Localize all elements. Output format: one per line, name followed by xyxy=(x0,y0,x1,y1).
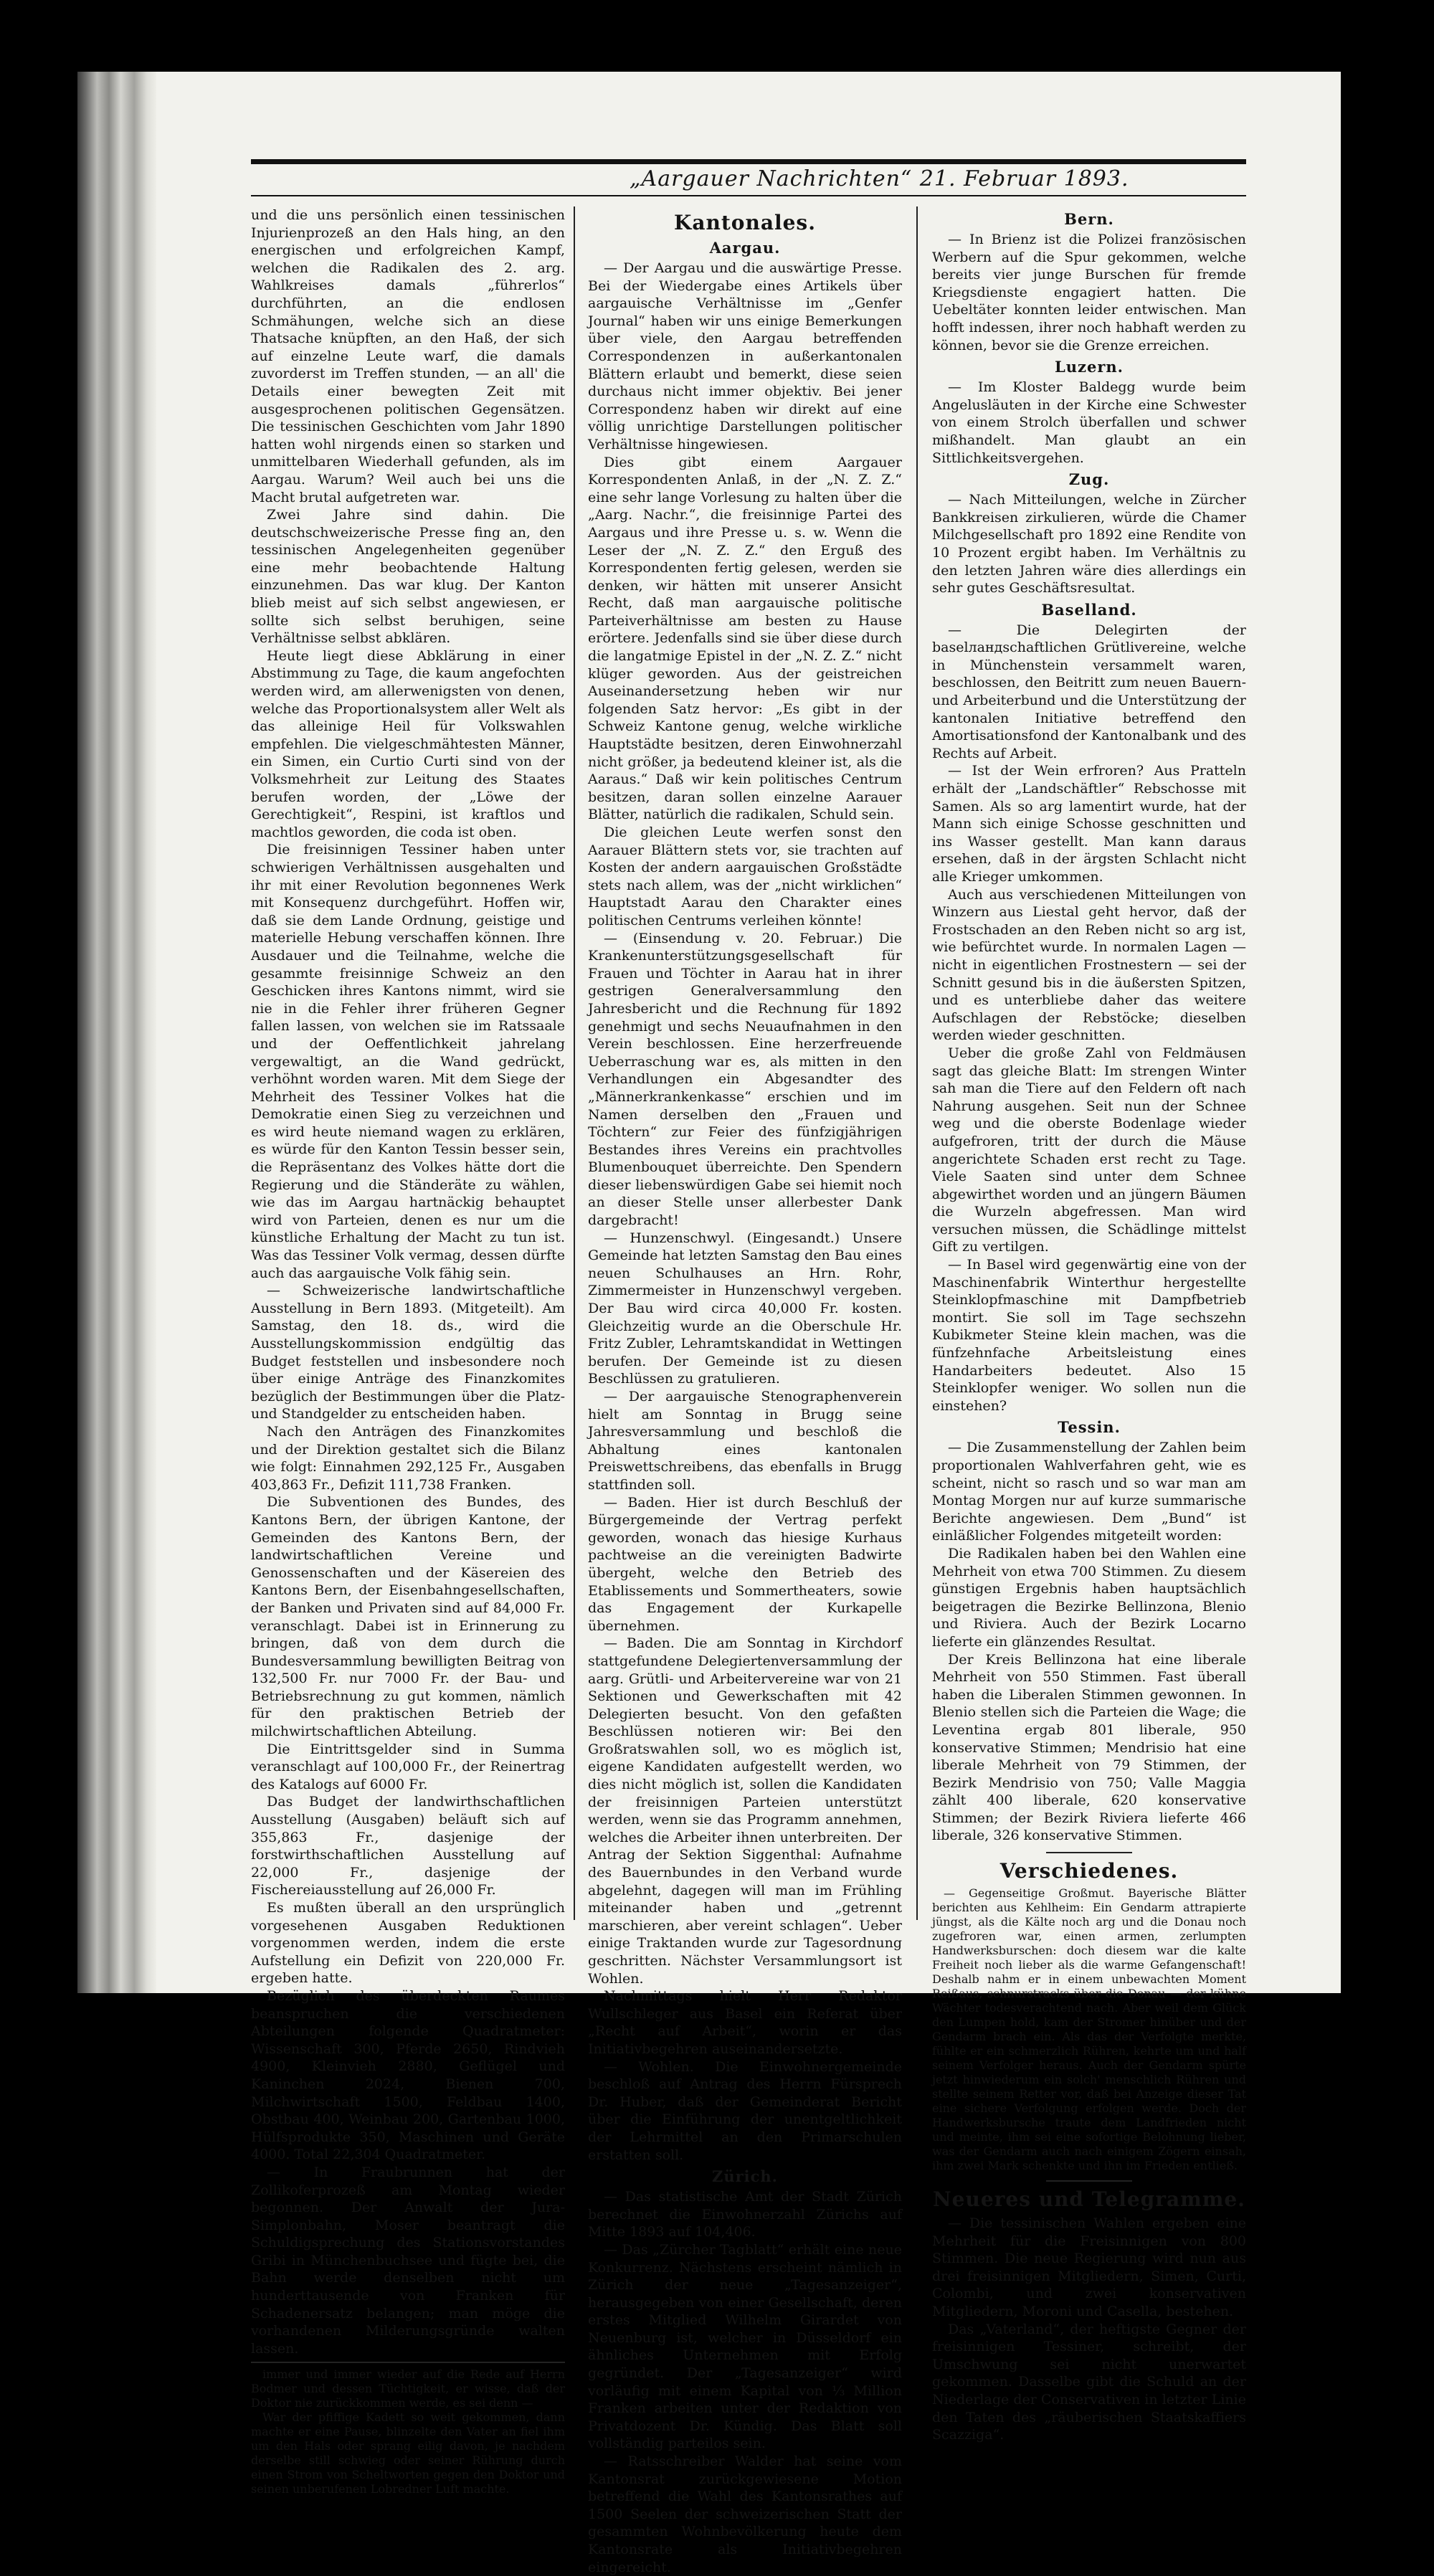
aargau-articles xyxy=(588,260,902,2164)
subheading-tessin: Tessin. xyxy=(1058,1418,1121,1437)
section-divider xyxy=(1046,1852,1132,1853)
article-paragraph: — Nach Mitteilungen, welche in Zürcher Bankkreisen zirkulieren, würde die Chamer Milchgesellschaft pro 1892 eine Rendite von 10 Prozent ergibt haben. Im Verhältnis zu den letzten Jahren wäre dies allerdings ein sehr gutes Geschäftsresultat. xyxy=(932,492,1246,597)
article-paragraph: — Das statistische Amt der Stadt Zürich berechnet die Einwohnerzahl Zürichs auf Mitte 1893 auf 104,406. xyxy=(588,2189,902,2240)
article-paragraph: Nach den Anträgen des Finanzkomites und der Direktion gestaltet sich die Bilanz wie folgt: Einnahmen 292,125 Fr., Ausgaben 403,863 Fr., Defizit 111,738 Franken. xyxy=(251,1423,565,1493)
section-heading-kantonales: Kantonales. xyxy=(674,211,816,234)
tessin-articles xyxy=(932,1439,1246,1845)
article-paragraph: — Die tessinischen Wahlen ergeben eine Mehrheit für die Freisinnigen von 800 Stimmen. Die neue Regierung wird nun aus drei freisinnigen Mitgliedern, Simen, Curti, Colombi, und zwei konservativen Mitgliedern, Moroni und Casella, bestehen. xyxy=(932,2215,1246,2320)
article-paragraph: immer und immer wieder auf die Rede auf Herrn Bodmer und dessen Tüchtigkeit, er wisse, daß der Doktor nie zurückkommen werde, es sei denn — xyxy=(251,2367,565,2410)
column-1 xyxy=(251,206,565,2496)
article-paragraph: — In Brienz ist die Polizei französischen Werbern auf die Spur gekommen, welche bereits vier junge Burschen für fremde Kriegsdienste engagiert hatten. Die Uebeltäter konnten leider entwischen. Man hofft indessen, ihrer noch habhaft werden zu können, bevor sie die Grenze erreichen. xyxy=(932,232,1246,353)
article-paragraph: — Schweizerische landwirtschaftliche Ausstellung in Bern 1893. (Mitgeteilt). Am Samstag, den 18. ds., wird die Ausstellungskommission endgültig das Budget feststellen und insbesondere noch über einige Anträge des Finanzkomites bezüglich der Bestimmungen über die Platz- und Standgelder zu entscheiden haben. xyxy=(251,1283,565,1422)
article-paragraph: — Wohlen. Die Einwohnergemeinde beschloß auf Antrag des Herrn Fürsprech Dr. Huber, daß der Gemeinderat Bericht über die Einführung der unentgeltlichkeit der Lehrmittel an den Primarschulen erstatten soll. xyxy=(588,2058,902,2163)
article-paragraph: — Baden. Hier ist durch Beschluß der Bürgergemeinde der Vertrag perfekt geworden, wonach das hiesige Kurhaus pachtweise an die vereinigten Badwirte übergeht, welche den Betrieb des Etablissements und Sommertheaters, sowie das Engagement der Kurkapelle übernehmen. xyxy=(588,1494,902,1634)
column-2 xyxy=(588,206,902,2576)
article-paragraph: — Ratsschreiber Walder hat seine vom Kantonsrat zurückgewiesene Motion betreffend die Wahl des Kantonsrathes auf 1500 Seelen der schweizerischen Statt der gesammten Wohnbevölkerung heute dem Kantonsrate als Initiativbegehren eingereicht. xyxy=(588,2453,902,2575)
newspaper-page xyxy=(156,72,1341,2575)
subheading-zug: Zug. xyxy=(1068,470,1110,489)
article-paragraph: — In Basel wird gegenwärtig eine von der Maschinenfabrik Winterthur hergestellte Steinklopfmaschine mit Dampfbetrieb montirt. Sie soll im Tage sechszehn Kubikmeter Steine klein machen, was die fünfzehnfache Arbeitsleistung eines Handarbeiters bedeutet. Also 15 Steinklopfer weniger. Wo sollen nun die einstehen? xyxy=(932,1257,1246,1414)
article-paragraph: Die freisinnigen Tessiner haben unter schwierigen Verhältnissen ausgehalten und ihr mit einer Revolution begonnenes Werk mit Konsequenz durchgeführt. Hoffen wir, daß sie dem Lande Ordnung, geistige und materielle Hebung verschaffen können. Ihre Ausdauer und die Teilnahme, welche die gesammte freisinnige Schweiz an den Geschicken ihres Kantons nimmt, wird sie nie in die Fehler ihrer früheren Gegner fallen lassen, von welchen sie im Ratssaale und der Oeffentlichkeit jahrelang vergewaltigt, an die Wand gedrückt, verhöhnt worden waren. Mit dem Siege der Mehrheit des Tessiner Volkes hat die Demokratie einen Sieg zu verzeichnen und es wird heute niemand wagen zu erklären, es würde für den Kanton Tessin besser sein, die Repräsentanz des Volkes hätte dort die Regierung und die Ständeräte zu wählen, wie das im Aargau hartnäckig behauptet wird von Parteien, denen es nur um die künstliche Erhaltung der Macht zu tun ist. Was das Tessiner Volk vermag, dessen dürfte auch das aargauische Volk fähig sein. xyxy=(251,842,565,1281)
article-paragraph: Die gleichen Leute werfen sonst den Aarauer Blättern stets vor, sie trachten auf Kosten der andern aargauischen Großstädte stets nach allem, was der „nicht wirklichen“ Hauptstadt Aarau den Charakter eines politischen Centrums verleihen könnte! xyxy=(588,824,902,928)
article-paragraph: Bezüglich des überdeckten Raumes beanspruchen die verschiedenen Abteilungen folgende Quadratmeter: Wissenschaft 300, Pferde 2650, Rindvieh 4900, Kleinvieh 2880, Geflügel und Kaninchen 2024, Bienen 700, Milchwirtschaft 1500, Feldbau 1400, Obstbau 400, Weinbau 200, Gartenbau 1000, Hülfsprodukte 350, Maschinen und Geräte 4000. Total 22,304 Quadratmeter. xyxy=(251,1987,565,2163)
article-paragraph: Die Subventionen des Bundes, des Kantons Bern, der übrigen Kantone, der Gemeinden des Kantons Bern, der landwirtschaftlichen Vereine und Genossenschaften und der Käsereien des Kantons Bern, der Eisenbahngesellschaften, der Banken und Privaten sind auf 84,000 Fr. veranschlagt. Dabei ist in Erinnerung zu bringen, daß von dem durch die Bundesversammlung bewilligten Beitrag von 132,500 Fr. nur 7000 Fr. der Bau- und Betriebsrechnung zu gut kommen, nämlich für den praktischen Betrieb der milchwirtschaftlichen Abteilung. xyxy=(251,1494,565,1740)
article-paragraph: Die Radikalen haben bei den Wahlen eine Mehrheit von etwa 700 Stimmen. Zu diesem günstigen Ergebnis haben hauptsächlich beigetragen die Bezirke Bellinzona, Blenio und Riviera. Auch der Bezirk Locarno lieferte ein glänzendes Resultat. xyxy=(932,1545,1246,1650)
masthead-bottom-rule xyxy=(251,195,1246,196)
article-paragraph: — In Fraubrunnen hat der Zollikoferprozeß am Montag wieder begonnen. Der Anwalt der Jura-Simplonbahn, Moser beantragt die Schuldigsprechung des Stationsvorstandes Gribi in Münchenbuchsee und fügte bei, die Bahn werde denselben nicht um hunderttausende von Franken für Schadenersatz belangen; man möge die vorhandenen Milderungsgründe walten lassen. xyxy=(251,2164,565,2357)
section-heading-neueres: Neueres und Telegramme. xyxy=(933,2187,1245,2212)
article-paragraph: — Die Delegirten der baselландschaftlichen Grütlivereine, welche in Münchenstein versammelt waren, beschlossen, den Beitritt zum neuen Bauern- und Arbeiterbund und die Unterstützung der kantonalen Initiative betreffend den Amortisationsfond der Kantonalbank und des Rechts auf Arbeit. xyxy=(932,622,1246,761)
article-paragraph: — Baden. Die am Sonntag in Kirchdorf stattgefundene Delegiertenversammlung der aarg. Grütli- und Arbeitervereine war von 21 Sektionen und Gewerkschaften mit 42 Delegierten besucht. Von den gefaßten Beschlüssen notieren wir: Bei den Großratswahlen soll, wo es möglich ist, eigene Kandidaten aufgestellt werden, wo dies nicht möglich ist, sollen die Kandidaten der freisinnigen Parteien unterstützt werden, wenn sie das Programm annehmen, welches die Arbeiter ihnen unterbreiten. Der Antrag der Sektion Siggenthal: Aufnahme des Bauernbundes in den Verband wurde abgelehnt, dagegen will man im Frühling miteinander haben und „getrennt marschieren, aber vereint schlagen“. Ueber einige Traktanden wurde zur Tagesordnung geschritten. Nächster Versammlungsort ist Wohlen. xyxy=(588,1635,902,1987)
article-paragraph: Das „Vaterland“, der heftigste Gegner der freisinnigen Tessiner, schreibt, der Umschwung sei nicht unerwartet gekommen. Dasselbe gibt die Schuld an der Niederlage der Conservativen in letzter Linie den Taten des „räuberischen Staatskaffiers Scazziga“. xyxy=(932,2321,1246,2443)
article-paragraph: — Der Aargau und die auswärtige Presse. Bei der Wiedergabe eines Artikels über aargauische Verhältnisse im „Genfer Journal“ haben wir uns einige Bemerkungen über viele, den Aargau betreffenden Correspondenzen in außerkantonalen Blättern erlaubt und bemerkt, diese seien durchaus nicht immer objektiv. Bei jener Correspondenz haben wir direkt auf eine völlig unrichtige Darstellungen politischer Verhältnisse hingewiesen. xyxy=(588,260,902,452)
article-paragraph: War der pfiffige Kadett so weit gekommen, dann machte er eine Pause, blinzelte den Vater an fiel ihm um den Hals oder sprang eilig davon, je nachdem derselbe still schwieg oder seiner Rührung durch einen Strom von Scheltworten gegen den Doktor und seinen unberufenen Lobredner Luft machte. xyxy=(251,2410,565,2496)
article-paragraph: — (Einsendung v. 20. Februar.) Die Krankenunterstützungsgesellschaft für Frauen und Töchter in Aarau hat in ihrer gestrigen Generalversammlung den Jahresbericht und die Rechnung für 1892 genehmigt und sechs Neuaufnahmen in den Verein beschlossen. Eine herzerfreuende Ueberraschung war es, als mitten in den Verhandlungen ein Abgesandter des „Männerkrankenkasse“ erschien und im Namen derselben den „Frauen und Töchtern“ zur Feier des fünfzigjährigen Bestandes ihres Vereins ein prachtvolles Blumenbouquet überreichte. Den Spendern dieser liebenswürdigen Gabe sei hiemit noch an dieser Stelle unser allerbester Dank dargebracht! xyxy=(588,930,902,1229)
masthead-title: „Aargauer Nachrichten“ 21. Februar 1893. xyxy=(630,166,1129,191)
section-heading-verschiedenes: Verschiedenes. xyxy=(999,1859,1179,1883)
article-paragraph: — Ist der Wein erfroren? Aus Pratteln erhält der „Landschäftler“ Rebschosse mit Samen. Als so arg lamentirt wurde, hat der Mann sich einige Schosse geschnitten und ins Wasser gestellt. Man kann daraus ersehen, daß in der ärgsten Schlacht nicht alle Krieger umkommen. xyxy=(932,763,1246,885)
article-paragraph: — Das „Zürcher Tagblatt“ erhält eine neue Konkurrenz. Nächstens erscheint nämlich in Zürich der neue „Tagesanzeiger“, herausgegeben von einer Gesellschaft, deren erstes Mitglied Wilhelm Girardet von Neuenburg ist, welcher in Düsseldorf ein ähnliches Unternehmen mit Erfolg gegründet. Der „Tagesanzeiger“ wird vorläufig mit einem Kapital von ⅓ Million Franken arbeiten unter der Redaktion von Privatdozent Dr. Kündig. Das Blatt soll vollständig parteilos sein. xyxy=(588,2241,902,2452)
article-paragraph: Ueber die große Zahl von Feldmäusen sagt das gleiche Blatt: Im strengen Winter sah man die Tiere auf den Feldern oft nach Nahrung ausgehen. Seit nun der Schnee weg und die oberste Bodenlage wieder aufgefroren, tritt der durch die Mäuse angerichtete Schaden erst recht zu Tage. Viele Saaten sind unter dem Schnee abgewirthet worden und an jüngern Bäumen die Wurzeln abgefressen. Man wird versuchen müssen, die Schädlinge mittelst Gift zu vertilgen. xyxy=(932,1045,1246,1255)
article-paragraph: Auch aus verschiedenen Mitteilungen von Winzern aus Liestal geht hervor, daß der Frostschaden an den Reben nicht so arg ist, wie befürchtet wurde. In normalen Lagen — nicht in eigentlichen Frostnestern — sei der Schnitt gesund bis in die äußersten Spitzen, und es unterbliebe daher das weitere Aufschlagen der Rebstöcke; dieselben werden wieder geschnitten. xyxy=(932,886,1246,1044)
article-paragraph: Nachmittags hielt Herr Redaktor Wullschleger aus Basel ein Referat über „Recht auf Arbeit“, worin er das Initiativbegehren auseinandersetzte. xyxy=(588,1988,902,2057)
article-paragraph: — Die Zusammenstellung der Zahlen beim proportionalen Wahlverfahren geht, wie es scheint, nicht so rasch und so war man am Montag Morgen nur auf kurze summarische Berichte angewiesen. Dem „Bund“ ist einläßlicher Folgendes mitgeteilt worden: xyxy=(932,1440,1246,1544)
subheading-aargau: Aargau. xyxy=(709,239,781,257)
masthead-top-rule xyxy=(251,159,1246,164)
book-binding-edge xyxy=(77,72,156,1993)
column-3 xyxy=(932,206,1246,2444)
luzern-articles xyxy=(932,379,1246,467)
footnote-rule xyxy=(251,2362,565,2363)
article-paragraph: — Der aargauische Stenographenverein hielt am Sonntag in Brugg seine Jahresversammlung und beschloß die Abhaltung eines kantonalen Preiswettschreibens, das ebenfalls in Brugg stattfinden soll. xyxy=(588,1389,902,1493)
article-paragraph: Heute liegt diese Abklärung in einer Abstimmung zu Tage, die kaum angefochten werden wird, am allerwenigsten von denen, welche das Proportionalsystem aller Welt als das alleinige Heil für Volkswahlen empfehlen. Die vielgeschmähtesten Männer, ein Simen, ein Curtio Curti sind von der Volksmehrheit zur Leitung des Staates berufen worden, der „Löwe der Gerechtigkeit“, Respini, ist kraftlos und machtlos geworden, die coda ist oben. xyxy=(251,647,565,840)
subheading-zuerich: Zürich. xyxy=(711,2167,778,2186)
subheading-baselland: Baselland. xyxy=(1041,600,1137,619)
section-divider-2 xyxy=(1046,2180,1132,2182)
column-divider-2 xyxy=(916,206,918,1920)
verschiedenes-articles xyxy=(932,1886,1246,2173)
zuerich-articles xyxy=(588,2188,902,2576)
neueres-articles xyxy=(932,2215,1246,2444)
article-paragraph: und die uns persönlich einen tessinischen Injurienprozeß an den Hals hing, an den energischen und erfolgreichen Kampf, welchen die Radikalen des 2. arg. Wahlkreises damals „führerlos“ durchführten, an die endlosen Schmähungen, welche sich an diese Thatsache knüpften, an den Haß, der sich auf einzelne Leute warf, die damals zuvorderst im Treffen stunden, — an all' die Details einer bewegten Zeit mit ausgesprochenen politischen Gegensätzen. Die tessinischen Geschichten vom Jahr 1890 hatten wohl nirgends einen so starken und unmittelbaren Wiederhall gefunden, als im Aargau. Warum? Weil auch bei uns die Macht brutal aufgetreten war. xyxy=(251,207,565,505)
article-paragraph: — Gegenseitige Großmut. Bayerische Blätter berichten aus Kehlheim: Ein Gendarm attrapierte jüngst, als die Kälte noch arg und die Donau noch zugefroren war, einen armen, zerlumpten Handwerksburschen: doch diesem war die kalte Freiheit noch lieber als die warme Gefangenschaft! Deshalb nahm er in einem unbewachten Moment Reißaus, schnurstracks über die Donau — der kühne Wächter todesverachtend nach. Aber weil dem Glück den Lumpen hold, kam der Stromer hinüber und der Gendarm brach ein. Als das der Verfolgte merkte, fühlte er ein schmerzlich Rühren, kehrte um und half seinem Verfolger heraus. Auch der Gendarm spürte jetzt hinwiederum ein solch' menschlich Rühren und stellte seinem Retter vor, daß bei Anzeige dieser Tat eine sichere Verfolgung erfolgen werde. Doch der Handwerksbursche traute dem Landfrieden nicht und meinte, ihm sei eine sofortige Belohnung lieber, was der Gendarm auch nach einigem Zögern einsah, ihm zwei Mark schenkte und ihn im Frieden entließ. xyxy=(932,1886,1246,2173)
article-paragraph: Dies gibt einem Aargauer Korrespondenten Anlaß, in der „N. Z. Z.“ eine sehr lange Vorlesung zu halten über die „Aarg. Nachr.“, die freisinnige Partei des Aargaus und ihre Presse u. s. w. Wenn die Leser der „N. Z. Z.“ den Erguß des Korrespondenten fertig gelesen, werden sie denken, wir hätten mit unserer Ansicht Recht, daß man aargauische politische Parteiverhältnisse am besten zu Hause erörtere. Jedenfalls sind sie über diese durch die langatmige Epistel in der „N. Z. Z.“ nicht klüger geworden. Aus der geistreichen Auseinandersetzung heben wir nur folgenden Satz hervor: „Es gibt in der Schweiz Kantone genug, welche wirkliche Hauptstädte besitzen, deren Einwohnerzahl nicht größer, ja bedeutend kleiner ist, als die Aaraus.“ Daß wir kein politisches Centrum besitzen, daran sollen einzelne Aarauer Blätter, natürlich die radikalen, Schuld sein. xyxy=(588,454,902,823)
column-1-articles xyxy=(251,206,565,2357)
baselland-articles xyxy=(932,622,1246,1415)
bern-articles xyxy=(932,231,1246,354)
article-paragraph: Das Budget der landwirthschaftlichen Ausstellung (Ausgaben) beläuft sich auf 355,863 Fr., dasjenige der forstwirthschaftlichen Ausstellung auf 22,000 Fr., dasjenige der Fischereiausstellung auf 26,000 Fr. xyxy=(251,1794,565,1898)
article-paragraph: Zwei Jahre sind dahin. Die deutschschweizerische Presse fing an, den tessinischen Angelegenheiten gegenüber eine mehr beobachtende Haltung einzunehmen. Das war klug. Der Kanton blieb meist auf sich selbst angewiesen, er sollte sich selbst beruhigen, seine Verhältnisse selbst abklären. xyxy=(251,507,565,647)
subheading-luzern: Luzern. xyxy=(1055,358,1124,376)
article-paragraph: Der Kreis Bellinzona hat eine liberale Mehrheit von 550 Stimmen. Fast überall haben die Liberalen Stimmen gewonnen. In Blenio stellen sich die Parteien die Wage; die Leventina ergab 801 liberale, 950 konservative Stimmen; Mendrisio hat eine liberale Mehrheit von 79 Stimmen, der Bezirk Mendrisio von 750; Valle Maggia zählt 400 liberale, 620 konservative Stimmen; der Bezirk Riviera lieferte 466 liberale, 326 konservative Stimmen. xyxy=(932,1651,1246,1844)
article-paragraph: — Im Kloster Baldegg wurde beim Angelusläuten in der Kirche eine Schwester von einem Strolch überfallen und schwer mißhandelt. Man glaubt an ein Sittlichkeitsvergehen. xyxy=(932,379,1246,466)
article-paragraph: Die Eintrittsgelder sind in Summa veranschlagt auf 100,000 Fr., der Reinertrag des Katalogs auf 6000 Fr. xyxy=(251,1741,565,1792)
article-paragraph: — Hunzenschwyl. (Eingesandt.) Unsere Gemeinde hat letzten Samstag den Bau eines neuen Schulhauses an Hrn. Rohr, Zimmermeister in Hunzenschwyl vergeben. Der Bau wird circa 40,000 Fr. kosten. Gleichzeitig wurde an die Oberschule Hr. Fritz Zubler, Lehramtskandidat in Wettingen berufen. Der Gemeinde ist zu diesen Beschlüssen zu gratulieren. xyxy=(588,1230,902,1387)
zug-articles xyxy=(932,491,1246,597)
subheading-bern: Bern. xyxy=(1064,210,1114,228)
article-paragraph: Es mußten überall an den ursprünglich vorgesehenen Ausgaben Reduktionen vorgenommen werden, indem die erste Aufstellung ein Defizit von 220,000 Fr. ergeben hatte. xyxy=(251,1900,565,1987)
column-divider-1 xyxy=(574,206,575,1920)
feuilleton-footnote xyxy=(251,2367,565,2496)
